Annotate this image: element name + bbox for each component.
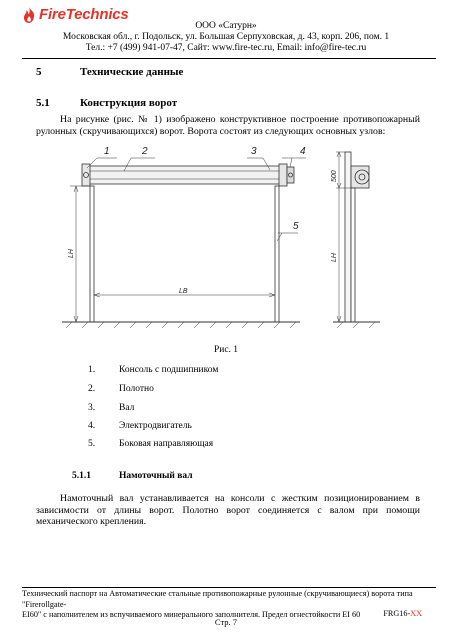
doc-code-suffix: XX — [410, 609, 422, 618]
side-guide — [351, 188, 355, 322]
section-5-title: Технические данные — [80, 66, 184, 78]
part-number: 4. — [88, 421, 96, 431]
header-divider — [22, 58, 436, 59]
section-5-1-1-title: Намоточный вал — [119, 471, 193, 481]
page-number: Стр. 7 — [214, 617, 238, 627]
section-5-1-1-number: 5.1.1 — [72, 471, 91, 481]
motor — [287, 167, 294, 183]
dim-lh-label: LН — [68, 249, 75, 258]
roller-shaft — [88, 166, 286, 184]
callout-1: 1 — [104, 146, 110, 157]
doc-code-prefix: FRG16- — [383, 609, 411, 618]
intro-line-1: На рисунке (рис. № 1) изображено конструктивное построение противопожарный рулонных — [36, 114, 420, 137]
part-number: 1. — [88, 365, 96, 375]
right-console — [279, 164, 287, 186]
footer-divider — [22, 587, 436, 588]
side-wall — [345, 152, 351, 322]
callout-4: 4 — [300, 146, 306, 157]
company-name: ООО «Сатурн» — [195, 21, 257, 31]
part-label: Вал — [119, 403, 135, 413]
part-label: Полотно — [119, 384, 154, 394]
intro-line-2: (скручивающихся) ворот. Ворота состоят из следующих основных узлов: — [79, 125, 386, 137]
section-5-1-number: 5.1 — [36, 97, 50, 109]
footer-line-2: EI60" с наполнителем из вспучиваемого минерального заполнителя. Предел огнестойкости EI 60 — [22, 610, 361, 619]
section-5-1-title: Конструкция ворот — [80, 97, 178, 109]
dim-500-label: 500 — [331, 170, 338, 182]
company-header — [0, 21, 452, 54]
footer-description — [22, 589, 436, 621]
guide-rail-left — [90, 186, 94, 322]
section-5-1-intro — [36, 114, 420, 137]
part-label: Консоль с подшипником — [119, 365, 219, 375]
shaft-text-line-2: от длины ворот. Полотно ворот соединяется с валом при помощи механического крепления. — [36, 504, 420, 527]
footer-line-1: Технический паспорт на Автоматические стальные противопожарные рулонные (скручивающиеся) ворота типа "Firerollgate- — [22, 589, 413, 609]
company-contacts: Тел.: +7 (499) 941-07-47, Сайт: www.fire-tec.ru, Email: info@fire-tec.ru — [85, 43, 367, 53]
company-address: Московская обл., г. Подольск, ул. Большая Серпуховская, д. 43, корп. 206, пом. 1 — [62, 32, 390, 42]
callout-2: 2 — [142, 146, 148, 157]
dim-lv-label: LВ — [179, 288, 188, 295]
callout-3: 3 — [251, 146, 257, 157]
section-5-number: 5 — [36, 66, 42, 78]
dim-lh-side-label: LН — [331, 253, 338, 262]
part-number: 5. — [88, 439, 96, 449]
gate-drawing — [0, 140, 452, 345]
part-number: 3. — [88, 403, 96, 413]
section-5-1-1-text — [36, 493, 420, 528]
part-number: 2. — [88, 384, 96, 394]
callout-5: 5 — [293, 221, 299, 232]
figure-caption: Рис. 1 — [213, 345, 239, 355]
side-console — [351, 166, 369, 188]
part-label: Электродвигатель — [119, 421, 192, 431]
guide-rail-right — [275, 186, 279, 322]
brand-name: FireTechnics — [39, 6, 129, 23]
shaft-text-line-1: Намоточный вал устанавливается на консоли с жестким позиционированием в зависимости — [36, 493, 420, 516]
part-label: Боковая направляющая — [119, 439, 214, 449]
